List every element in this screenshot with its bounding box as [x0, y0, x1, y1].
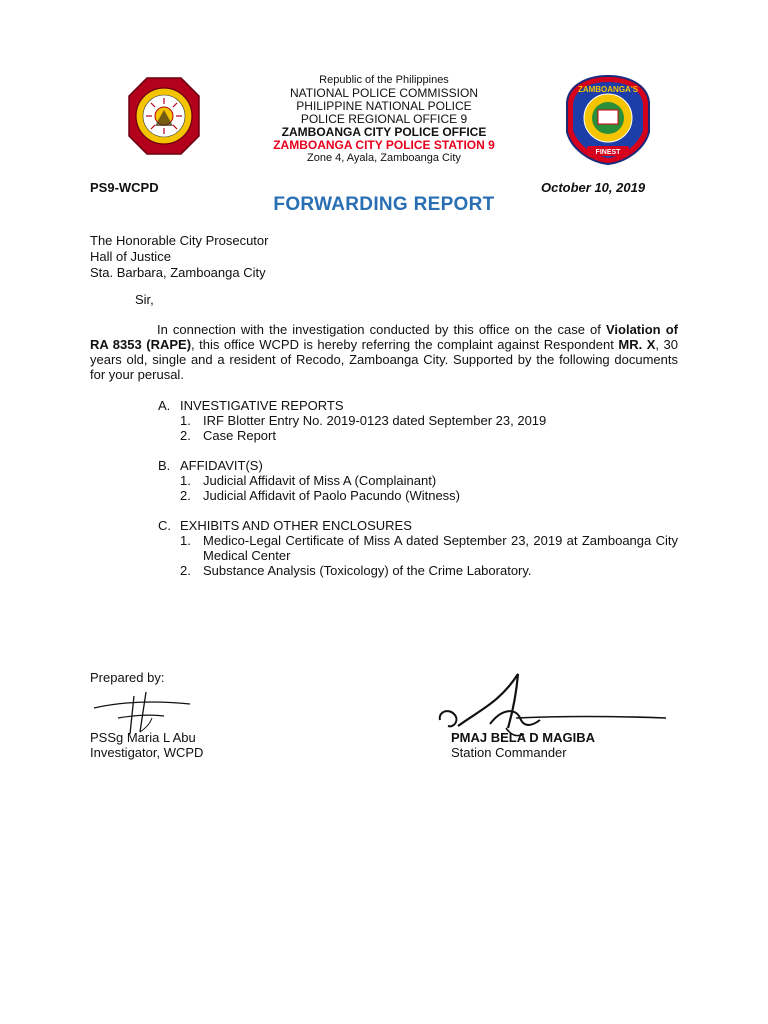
salutation: Sir, [135, 292, 154, 307]
list-item [180, 533, 678, 563]
svg-text:ZAMBOANGA'S: ZAMBOANGA'S [577, 85, 639, 94]
addressee-name: The Honorable City Prosecutor [90, 233, 269, 248]
section-letter: C. [158, 518, 171, 533]
report-date: October 10, 2019 [541, 180, 646, 195]
preparer-title: Investigator, WCPD [90, 745, 204, 760]
list-item [180, 413, 678, 428]
item-text: Judicial Affidavit of Miss A (Complainant) [203, 473, 437, 488]
body-paragraph [90, 322, 678, 382]
letterhead-city-office: ZAMBOANGA CITY POLICE OFFICE [281, 125, 487, 139]
prepared-by-label: Prepared by: [90, 670, 165, 685]
item-number: 1. [180, 473, 191, 488]
preparer-signature [90, 688, 200, 736]
svg-text:FINEST: FINEST [595, 149, 621, 156]
item-text: Substance Analysis (Toxicology) of the Crime Laboratory. [203, 563, 532, 578]
letterhead-regional-office: POLICE REGIONAL OFFICE 9 [300, 112, 468, 126]
letterhead-republic: Republic of the Philippines [319, 74, 449, 86]
letterhead-address: Zone 4, Ayala, Zamboanga City [307, 152, 461, 164]
preparer-name: PSSg Maria L Abu [90, 730, 196, 745]
item-text: Judicial Affidavit of Paolo Pacundo (Witness) [203, 488, 461, 503]
section-letter: B. [158, 458, 171, 473]
item-number: 2. [180, 428, 191, 443]
list-item [180, 488, 678, 503]
section-letter: A. [158, 398, 171, 413]
item-number: 1. [180, 413, 191, 428]
section-heading: INVESTIGATIVE REPORTS [180, 398, 344, 413]
approver-name: PMAJ BELA D MAGIBA [451, 730, 595, 745]
zamboanga-finest-badge-icon [565, 74, 651, 166]
item-text: Medico-Legal Certificate of Miss A dated September 23, 2019 at Zamboanga City Medical Center [203, 533, 678, 563]
section-investigative-reports [158, 398, 678, 443]
preparer-block [90, 730, 203, 760]
case-title: Violation of RA 8353 (RAPE) [90, 322, 678, 352]
addressee-office: Hall of Justice [90, 249, 171, 264]
body-text-2: , this office WCPD is hereby referring the complaint against Respondent [191, 337, 614, 352]
item-text: IRF Blotter Entry No. 2019-0123 dated September 23, 2019 [203, 413, 547, 428]
item-text: Case Report [203, 428, 276, 443]
pnp-seal-icon [127, 76, 201, 156]
letterhead-pnp: PHILIPPINE NATIONAL POLICE [296, 99, 472, 113]
approver-title: Station Commander [451, 745, 567, 760]
item-number: 2. [180, 563, 191, 578]
letterhead-station: ZAMBOANGA CITY POLICE STATION 9 [273, 138, 495, 152]
section-exhibits [158, 518, 678, 578]
addressee-block [90, 233, 268, 281]
body-text-1: In connection with the investigation conducted by this office on the case of [157, 322, 601, 337]
item-number: 1. [180, 533, 191, 548]
letterhead [200, 74, 568, 165]
approver-block [451, 730, 595, 760]
list-item [180, 428, 678, 443]
list-item [180, 563, 678, 578]
respondent-name: MR. X [618, 337, 656, 352]
section-heading: EXHIBITS AND OTHER ENCLOSURES [180, 518, 412, 533]
item-number: 2. [180, 488, 191, 503]
section-affidavits [158, 458, 678, 503]
reference-code: PS9-WCPD [90, 180, 159, 195]
letterhead-napolcom: NATIONAL POLICE COMMISSION [289, 86, 479, 100]
document-title: FORWARDING REPORT [273, 194, 495, 215]
section-heading: AFFIDAVIT(S) [180, 458, 263, 473]
body-text-3: , 30 years old, single and a resident of Recodo, Zamboanga City. Supported by the following documents for your perusal. [90, 337, 678, 382]
list-item [180, 473, 678, 488]
addressee-location: Sta. Barbara, Zamboanga City [90, 265, 266, 280]
